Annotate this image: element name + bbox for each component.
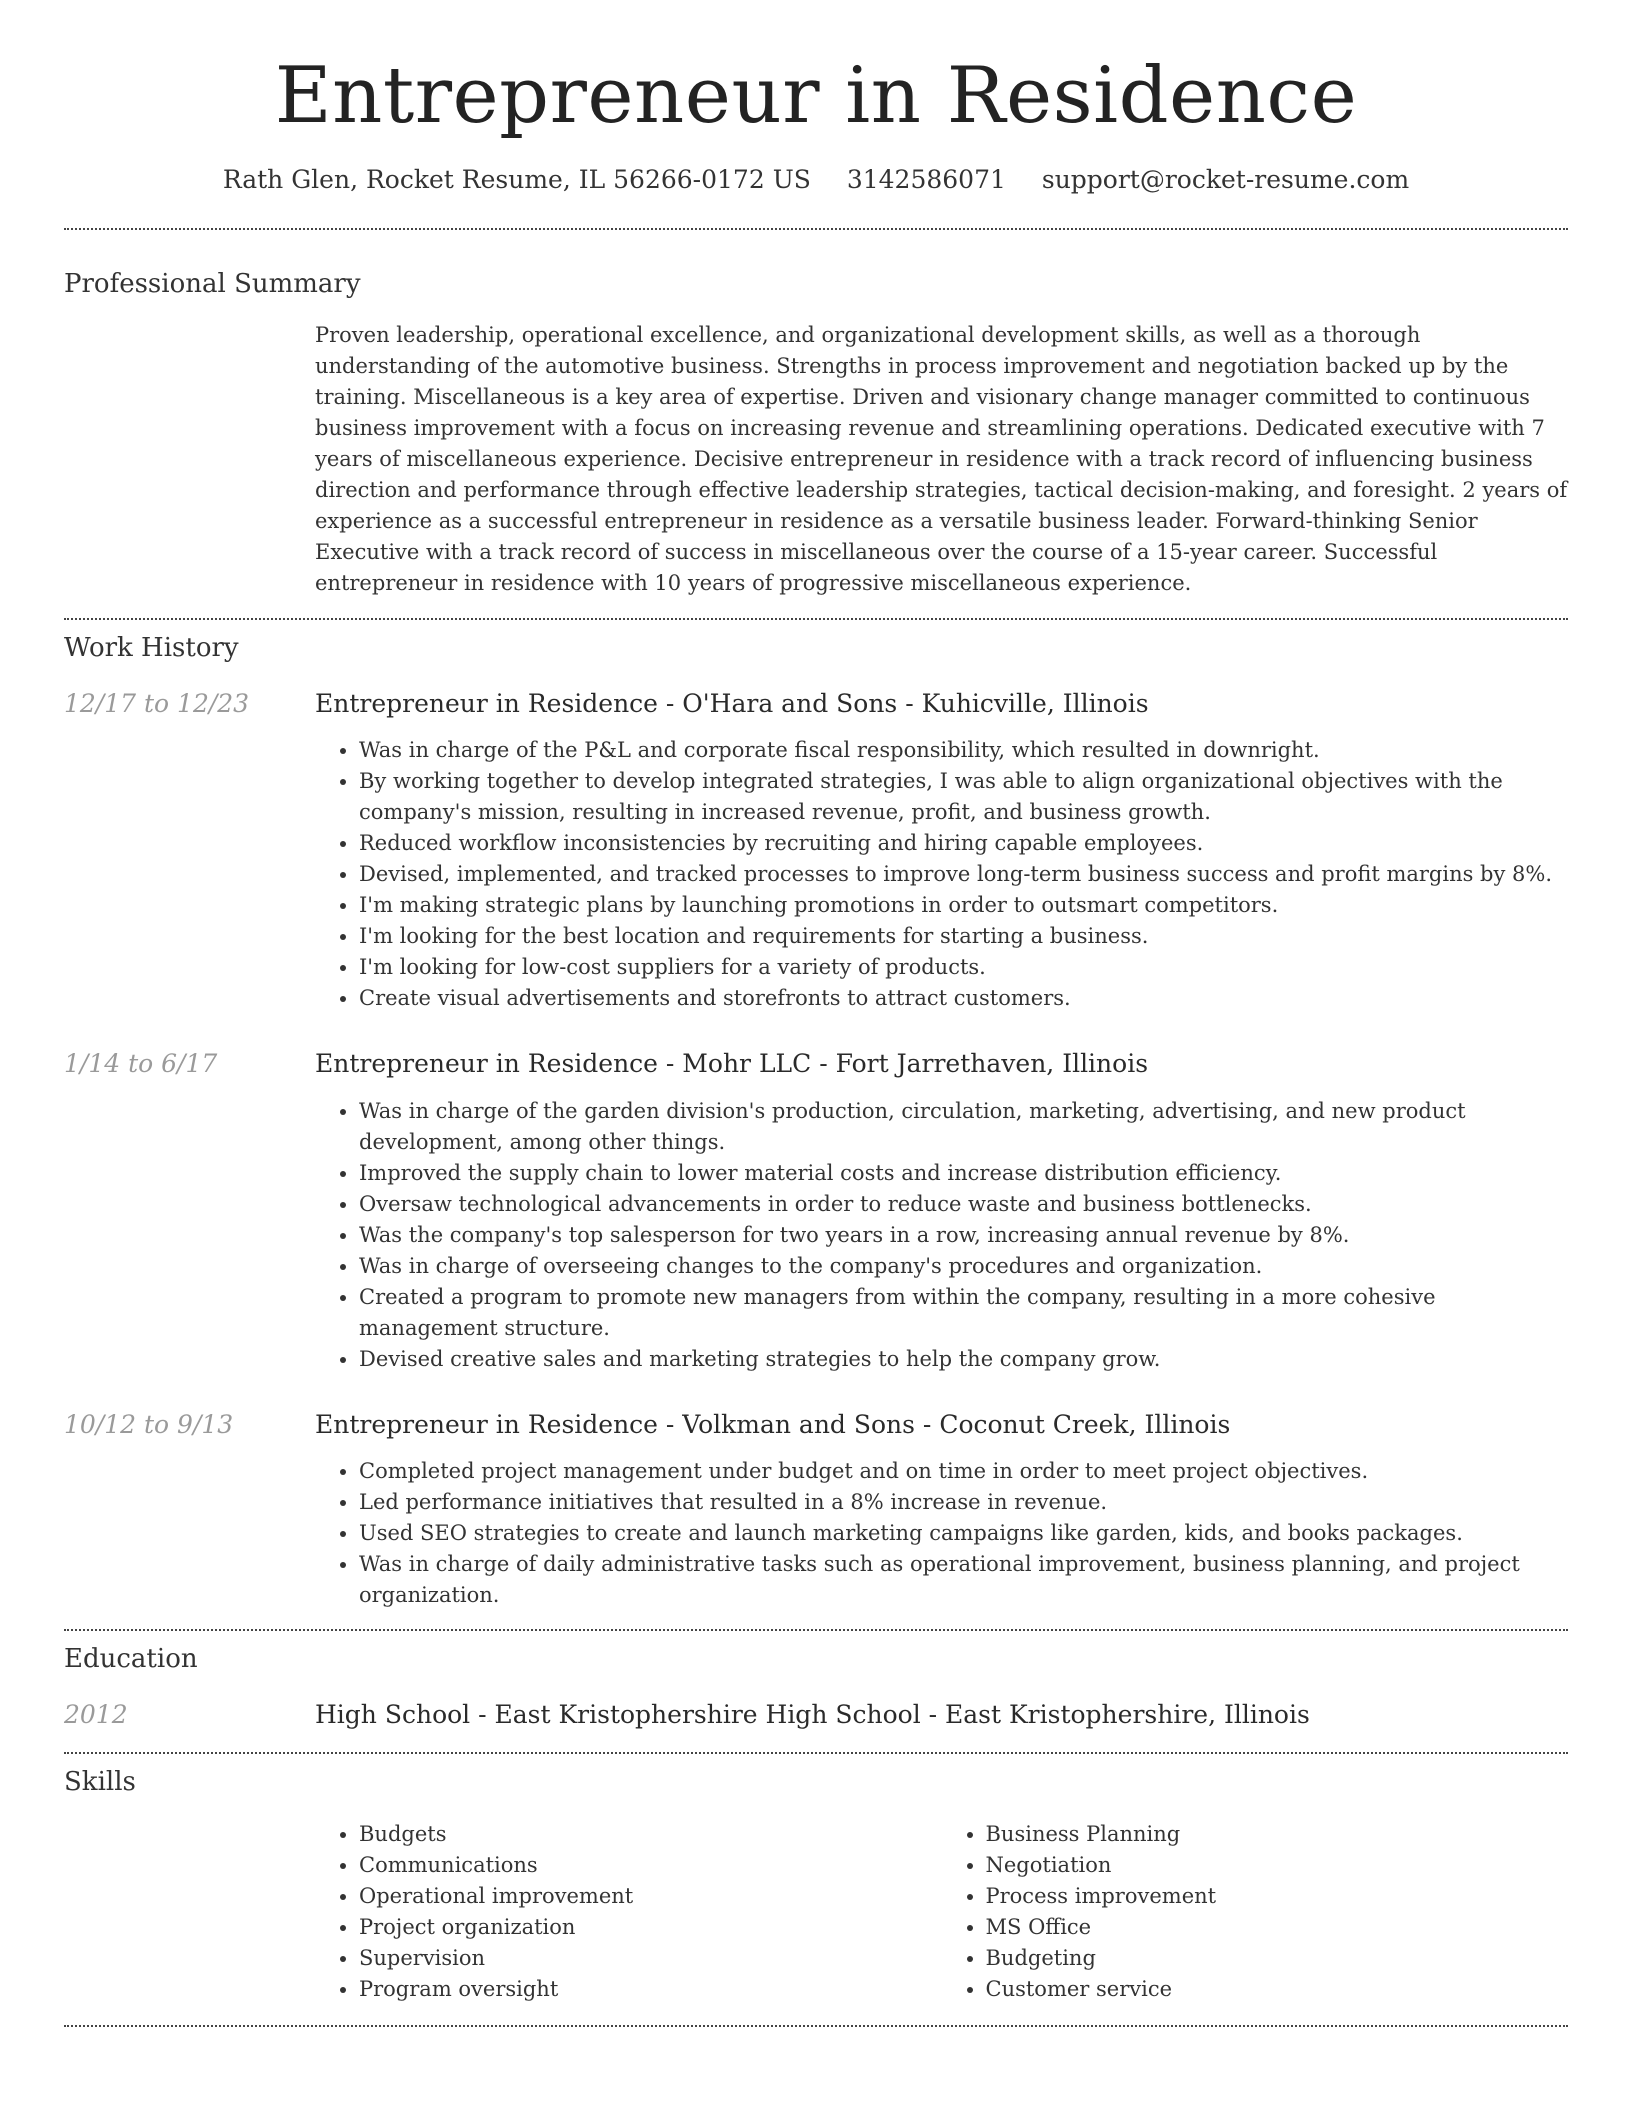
list-item: • I'm making strategic plans by launching promotions in order to outsmart competitors. [359, 890, 1568, 921]
list-item: • Was in charge of overseeing changes to the company's procedures and organization. [359, 1251, 1568, 1282]
list-item: • Created a program to promote new managers from within the company, resulting in a more cohesive management structure. [359, 1282, 1568, 1344]
list-item: • Was in charge of the P&L and corporate fiscal responsibility, which resulted in downright. [359, 735, 1568, 766]
section-title-skills: Skills [64, 1766, 136, 1797]
list-item: • Oversaw technological advancements in order to reduce waste and business bottlenecks. [359, 1189, 1568, 1220]
education-heading: High School - East Kristophershire High School - East Kristophershire, Illinois [315, 1700, 1310, 1730]
divider [64, 228, 1568, 230]
skills-grid [315, 1819, 1568, 2005]
education-year: 2012 [64, 1700, 128, 1730]
job-bullets [315, 735, 1568, 1014]
resume-page [64, 0, 1568, 2027]
list-item: • Create visual advertisements and storefronts to attract customers. [359, 983, 1568, 1014]
job-entry [64, 1048, 1568, 1375]
list-item: • Led performance initiatives that resulted in a 8% increase in revenue. [359, 1487, 1568, 1518]
job-heading: Entrepreneur in Residence - Volkman and Sons - Coconut Creek, Illinois [315, 1409, 1231, 1439]
list-item: • I'm looking for the best location and requirements for starting a business. [359, 921, 1568, 952]
contact-address: Rath Glen, Rocket Resume, IL 56266-0172 US [222, 164, 811, 194]
section-title-summary: Professional Summary [64, 269, 361, 300]
skill-item: • Customer service [986, 1974, 1569, 2005]
list-item: • Was in charge of daily administrative tasks such as operational improvement, business planning, and project organization. [359, 1549, 1568, 1611]
divider [64, 2025, 1568, 2027]
list-item: • Was in charge of the garden division's production, circulation, marketing, advertising, and new product development, among other things. [359, 1096, 1568, 1158]
summary-text: Proven leadership, operational excellence, and organizational development skills, as well as a thorough understanding of the automotive business. Strengths in process improvement and negotiation backed up by the training. Miscellaneous is a key area of expertise. Driven and visionary change manager committed to continuous business improvement with a focus on increasing revenue and streamlining operations. Dedicated executive with 7 years of miscellaneous experience. Decisive entrepreneur in residence with a track record of influencing business direction and performance through effective leadership strategies, tactical decision-making, and foresight. 2 years of experience as a successful entrepreneur in residence as a versatile business leader. Forward-thinking Senior Executive with a track record of success in miscellaneous over the course of a 15-year career. Successful entrepreneur in residence with 10 years of progressive miscellaneous experience. [315, 322, 1568, 595]
skill-item: • Operational improvement [359, 1881, 942, 1912]
work-history-section [64, 632, 1568, 1611]
skills-section [64, 1766, 1568, 2006]
list-item: • By working together to develop integrated strategies, I was able to align organizational objectives with the company's mission, resulting in increased revenue, profit, and business growth. [359, 766, 1568, 828]
list-item: • Was the company's top salesperson for two years in a row, increasing annual revenue by 8%. [359, 1220, 1568, 1251]
section-title-work-history: Work History [64, 632, 239, 663]
job-entry [64, 688, 1568, 1015]
list-item: • I'm looking for low-cost suppliers for a variety of products. [359, 952, 1568, 983]
skill-item: • MS Office [986, 1912, 1569, 1943]
job-bullets [315, 1096, 1568, 1375]
skill-item: • Negotiation [986, 1850, 1569, 1881]
skills-spacer [64, 1819, 315, 2005]
list-item: • Devised creative sales and marketing strategies to help the company grow. [359, 1344, 1568, 1375]
list-item: • Used SEO strategies to create and launch marketing campaigns like garden, kids, and books packages. [359, 1518, 1568, 1549]
job-dates: 1/14 to 6/17 [64, 1049, 218, 1079]
skills-list-left [315, 1819, 942, 2005]
skill-item: • Project organization [359, 1912, 942, 1943]
list-item: • Improved the supply chain to lower material costs and increase distribution efficiency. [359, 1158, 1568, 1189]
divider [64, 1752, 1568, 1754]
divider [64, 1629, 1568, 1631]
contact-email: support@rocket-resume.com [1041, 164, 1410, 194]
contact-line [64, 164, 1568, 197]
skill-item: • Program oversight [359, 1974, 942, 2005]
skill-item: • Process improvement [986, 1881, 1569, 1912]
skill-item: • Business Planning [986, 1819, 1569, 1850]
skill-item: • Budgeting [986, 1943, 1569, 1974]
job-heading: Entrepreneur in Residence - O'Hara and Sons - Kuhicville, Illinois [315, 688, 1149, 718]
summary-spacer [64, 320, 315, 599]
list-item: • Devised, implemented, and tracked processes to improve long-term business success and profit margins by 8%. [359, 859, 1568, 890]
skill-item: • Budgets [359, 1819, 942, 1850]
contact-phone: 3142586071 [846, 164, 1006, 194]
job-dates: 10/12 to 9/13 [64, 1409, 234, 1439]
list-item: • Completed project management under budget and on time in order to meet project objectives. [359, 1456, 1568, 1487]
resume-name: Entrepreneur in Residence [274, 51, 1358, 141]
job-bullets [315, 1456, 1568, 1611]
list-item: • Reduced workflow inconsistencies by recruiting and hiring capable employees. [359, 828, 1568, 859]
education-entry [64, 1699, 1568, 1732]
skill-item: • Communications [359, 1850, 942, 1881]
job-dates: 12/17 to 12/23 [64, 688, 250, 718]
job-entry [64, 1409, 1568, 1612]
section-title-education: Education [64, 1644, 198, 1675]
education-section [64, 1643, 1568, 1731]
summary-section [64, 268, 1568, 599]
skill-item: • Supervision [359, 1943, 942, 1974]
divider [64, 618, 1568, 620]
job-heading: Entrepreneur in Residence - Mohr LLC - Fort Jarrethaven, Illinois [315, 1049, 1149, 1079]
skills-list-right [942, 1819, 1569, 2005]
